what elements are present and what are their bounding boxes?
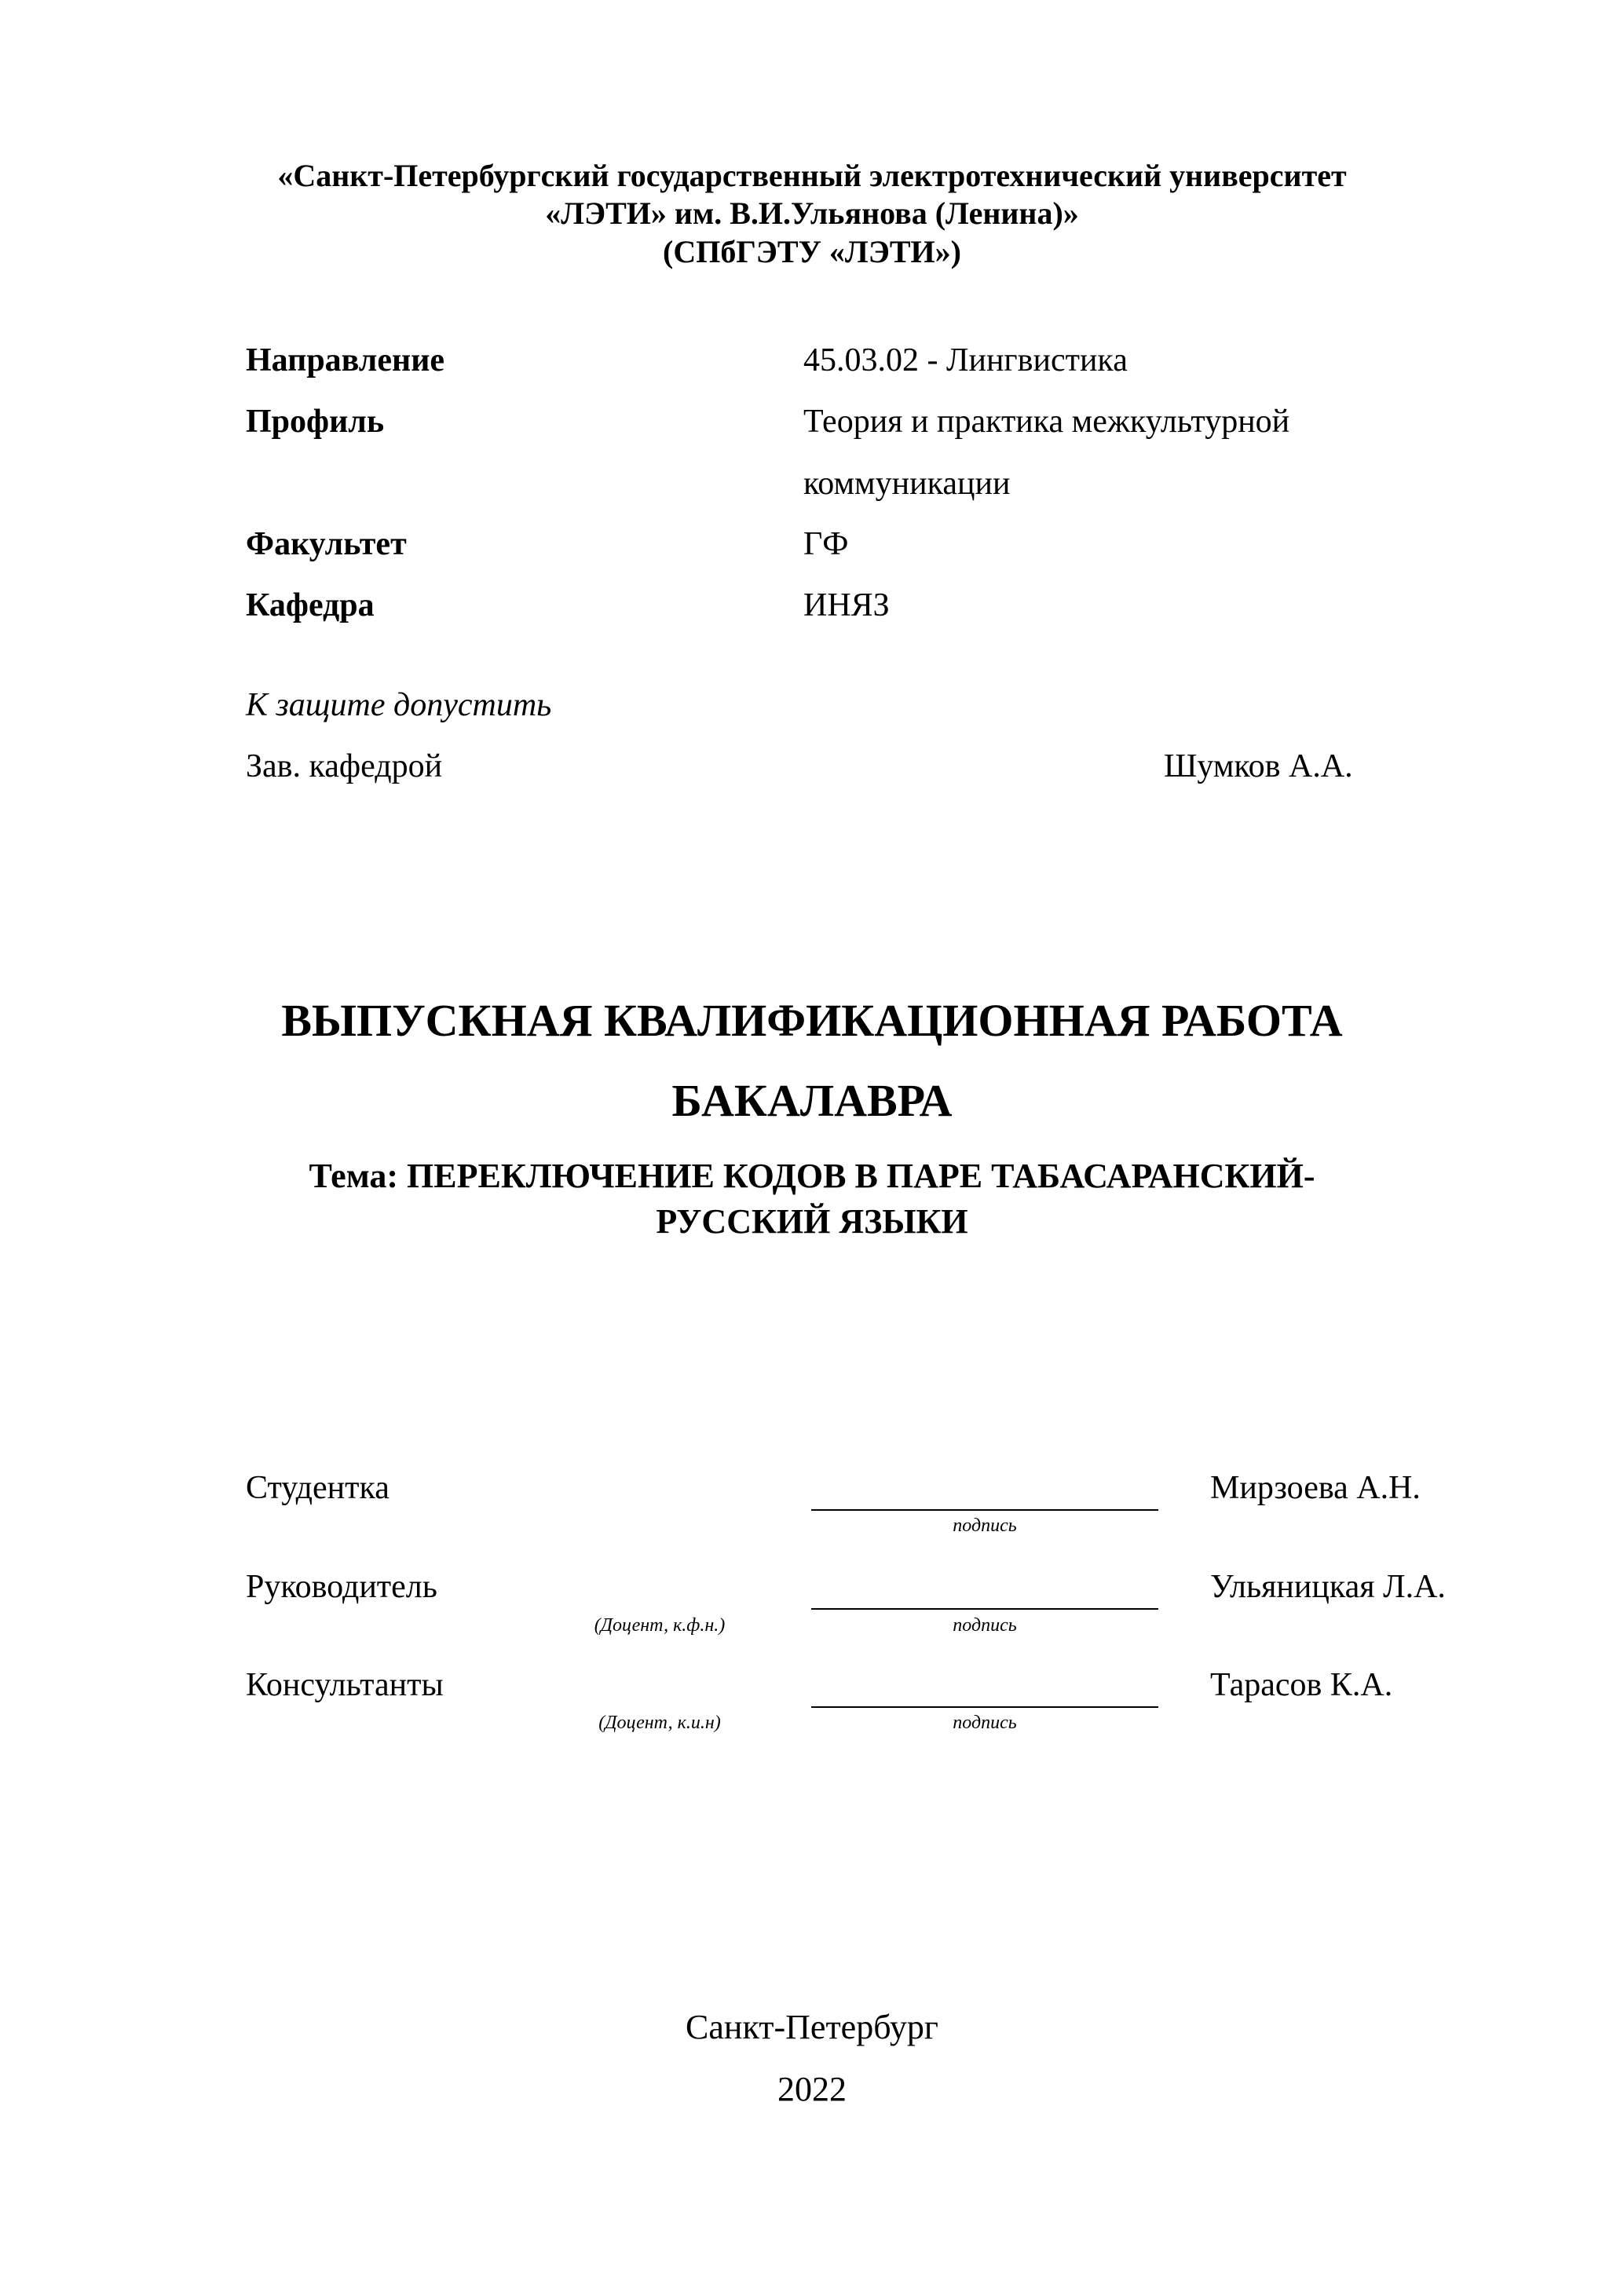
- supervisor-role-label: Руководитель: [246, 1569, 437, 1605]
- student-signature-caption: подпись: [953, 1515, 1017, 1536]
- thesis-topic-line-1: Тема: ПЕРЕКЛЮЧЕНИЕ КОДОВ В ПАРЕ ТАБАСАРАНСКИЙ-: [309, 1157, 1315, 1195]
- consultant-role-label: Консультанты: [246, 1667, 444, 1703]
- supervisor-signature-line: [811, 1608, 1158, 1610]
- university-name-line-1: «Санкт-Петербургский государственный электротехнический университет: [277, 158, 1347, 193]
- department-head-label: Зав. кафедрой: [246, 748, 443, 784]
- profile-value-line-1: Теория и практика межкультурной: [803, 404, 1290, 440]
- student-role-label: Студентка: [246, 1470, 390, 1506]
- faculty-value: ГФ: [803, 526, 849, 562]
- thesis-title-line-2: БАКАЛАВРА: [671, 1075, 953, 1126]
- admission-text: К защите допустить: [246, 687, 552, 723]
- university-name-line-2: «ЛЭТИ» им. В.И.Ульянова (Ленина)»: [545, 196, 1079, 231]
- supervisor-rank: (Доцент, к.ф.н.): [594, 1615, 726, 1636]
- thesis-title-line-1: ВЫПУСКНАЯ КВАЛИФИКАЦИОННАЯ РАБОТА: [281, 995, 1343, 1046]
- direction-label: Направление: [246, 342, 445, 378]
- direction-value: 45.03.02 - Лингвистика: [803, 342, 1128, 378]
- supervisor-name: Ульяницкая Л.А.: [1210, 1569, 1446, 1605]
- footer-year: 2022: [777, 2070, 847, 2108]
- profile-label: Профиль: [246, 404, 385, 440]
- consultant-name: Тарасов К.А.: [1210, 1667, 1393, 1703]
- department-value: ИНЯЗ: [803, 587, 890, 623]
- student-name: Мирзоева А.Н.: [1210, 1470, 1421, 1506]
- faculty-label: Факультет: [246, 526, 407, 562]
- consultant-signature-caption: подпись: [953, 1713, 1017, 1733]
- profile-value-line-2: коммуникации: [803, 466, 1011, 502]
- university-abbreviation: (СПбГЭТУ «ЛЭТИ»): [663, 234, 961, 269]
- footer-city: Санкт-Петербург: [686, 2008, 938, 2046]
- department-head-name: Шумков А.А.: [1164, 748, 1353, 784]
- department-label: Кафедра: [246, 587, 375, 623]
- consultant-signature-line: [811, 1706, 1158, 1708]
- supervisor-signature-caption: подпись: [953, 1615, 1017, 1636]
- student-signature-line: [811, 1509, 1158, 1511]
- consultant-rank: (Доцент, к.и.н): [598, 1713, 721, 1733]
- thesis-topic-line-2: РУССКИЙ ЯЗЫКИ: [656, 1202, 968, 1241]
